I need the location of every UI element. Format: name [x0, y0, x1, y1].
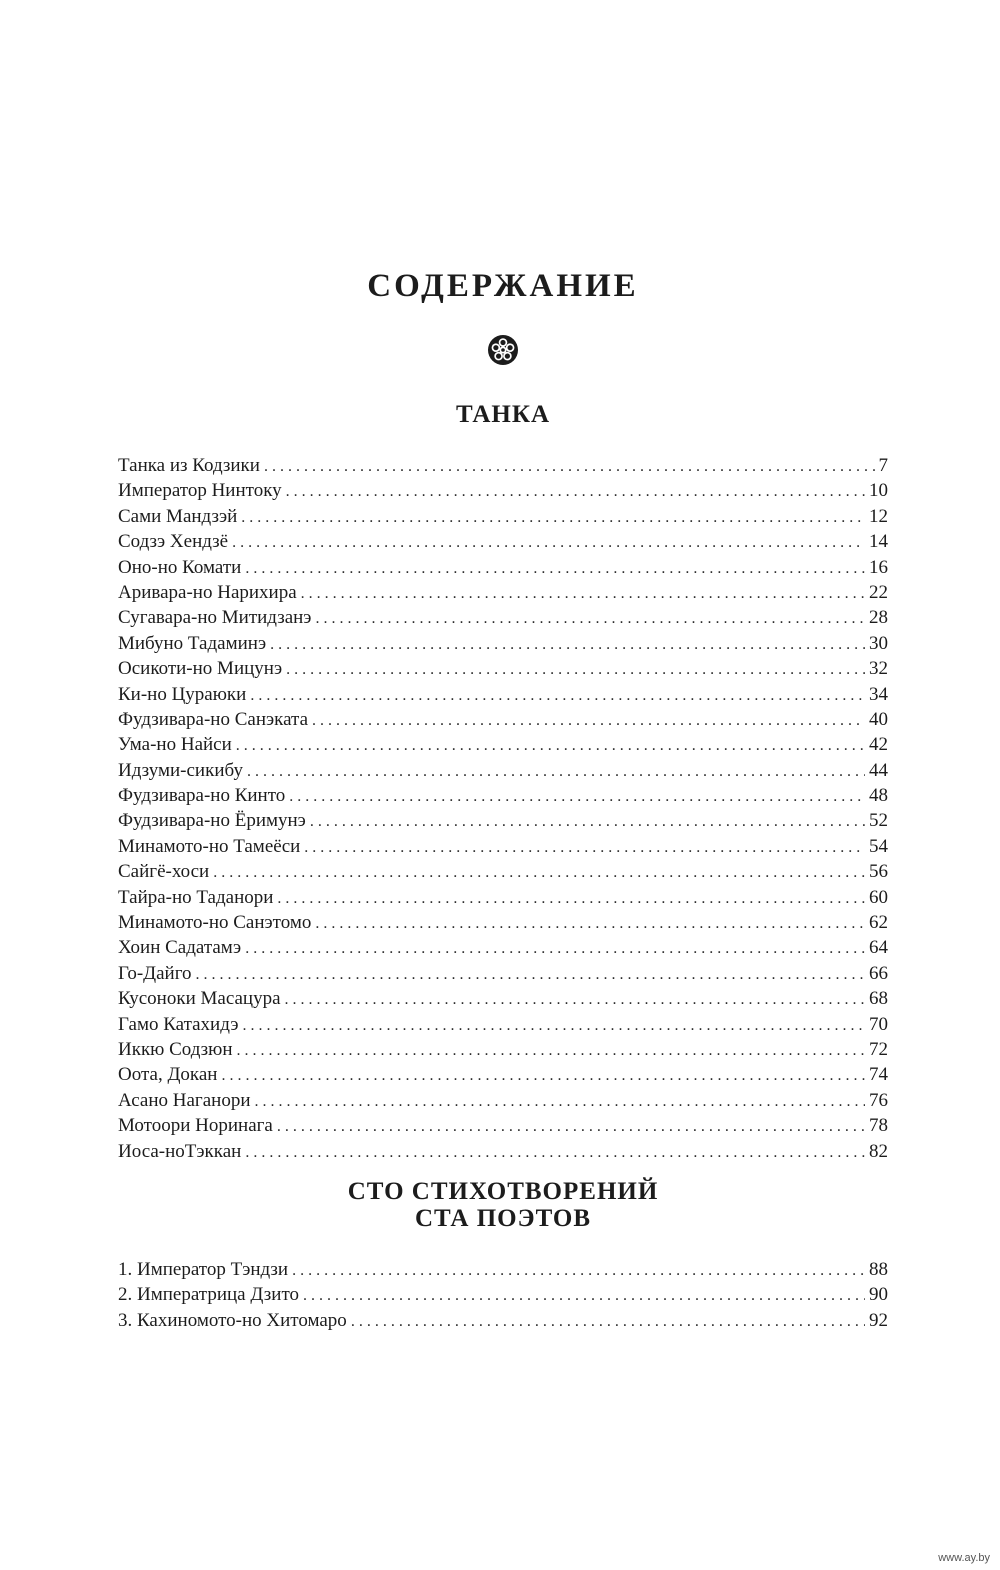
toc-entry: [118, 605, 888, 630]
dot-leader: [237, 1038, 865, 1063]
dot-leader: [247, 759, 865, 784]
toc-entry-page-number: 60: [869, 886, 888, 908]
toc-entry-title: Осикоти-но Мицунэ: [118, 658, 283, 680]
toc-entry-page-number: 92: [869, 1309, 888, 1331]
dot-leader: [301, 581, 865, 606]
toc-entry-page-number: 40: [869, 708, 888, 730]
dot-leader: [196, 962, 865, 987]
toc-entry-title: 2. Императрица Дзито: [118, 1284, 300, 1306]
toc-entry-title: Танка из Кодзики: [118, 455, 260, 476]
toc-entry: [118, 656, 888, 681]
toc-entry-title: 3. Кахиномото-но Хитомаро: [118, 1309, 347, 1331]
toc-entry-page-number: 10: [869, 480, 888, 502]
toc-entry-title: Кусоноки Масацура: [118, 988, 281, 1010]
toc-entry-page-number: 44: [869, 759, 888, 781]
toc-entry-page-number: 52: [869, 810, 888, 832]
dot-leader: [264, 454, 875, 479]
toc-entry-page-number: 32: [869, 658, 888, 680]
dot-leader: [250, 683, 865, 708]
toc-entry-page-number: 74: [869, 1064, 888, 1086]
dot-leader: [236, 733, 865, 758]
dot-leader: [254, 1089, 865, 1114]
toc-entry-page-number: 48: [869, 785, 888, 807]
dot-leader: [286, 479, 865, 504]
toc-entry: [118, 1308, 888, 1333]
toc-entry-title: Император Нинтоку: [118, 480, 282, 502]
toc-entry-page-number: 22: [869, 581, 888, 603]
dot-leader: [310, 809, 865, 834]
toc-entry-page-number: 7: [878, 455, 888, 476]
toc-entry-page-number: 68: [869, 988, 888, 1010]
dot-leader: [315, 606, 865, 631]
toc-entry-title: Тайра-но Таданори: [118, 886, 274, 908]
dot-leader: [292, 1258, 865, 1283]
toc-entry: [118, 707, 888, 732]
toc-entry: [118, 935, 888, 960]
section-title-hundred-poems: [118, 1178, 888, 1232]
dot-leader: [245, 936, 865, 961]
dot-leader: [245, 556, 865, 581]
toc-entry-title: Мотоори Норинага: [118, 1115, 273, 1137]
toc-entry-page-number: 34: [869, 683, 888, 705]
toc-entry-title: Мибуно Тадаминэ: [118, 632, 267, 654]
toc-list-tanka: [118, 453, 888, 1164]
toc-entry-page-number: 28: [869, 607, 888, 629]
toc-entry: [118, 783, 888, 808]
toc-entry-page-number: 66: [869, 962, 888, 984]
toc-entry-page-number: 62: [869, 912, 888, 934]
watermark: www.ay.by: [938, 1552, 990, 1564]
dot-leader: [304, 835, 865, 860]
toc-entry: [118, 1139, 888, 1164]
toc-entry-page-number: 42: [869, 734, 888, 756]
toc-entry-title: Идзуми-сикибу: [118, 759, 243, 781]
toc-entry-page-number: 56: [869, 861, 888, 883]
toc-entry: [118, 986, 888, 1011]
toc-entry-title: Фудзивара-но Ёримунэ: [118, 810, 306, 832]
toc-entry-title: Гамо Катахидэ: [118, 1013, 239, 1035]
toc-entry: [118, 808, 888, 833]
toc-entry: [118, 859, 888, 884]
toc-entry: [118, 1088, 888, 1113]
toc-entry-page-number: 76: [869, 1089, 888, 1111]
dot-leader: [303, 1283, 865, 1308]
toc-entry: [118, 555, 888, 580]
dot-leader: [351, 1309, 865, 1334]
toc-entry-title: 1. Император Тэндзи: [118, 1259, 289, 1280]
flower-ornament-icon: [487, 334, 519, 366]
toc-entry: [118, 453, 888, 478]
toc-entry-page-number: 64: [869, 937, 888, 959]
toc-entry-title: Ки-но Цураюки: [118, 683, 247, 705]
toc-entry: [118, 885, 888, 910]
toc-entry-page-number: 16: [869, 556, 888, 578]
dot-leader: [315, 911, 865, 936]
toc-entry-title: Фудзивара-но Санэката: [118, 708, 308, 730]
toc-entry-title: Иоса-ноТэккан: [118, 1140, 242, 1162]
toc-entry: [118, 758, 888, 783]
toc-entry-title: Сугавара-но Митидзанэ: [118, 607, 312, 629]
dot-leader: [277, 1114, 865, 1139]
section-title-line: СТО СТИХОТВОРЕНИЙ: [347, 1178, 659, 1205]
toc-entry-page-number: 82: [869, 1140, 888, 1162]
toc-entry: [118, 478, 888, 503]
toc-entry-title: Содзэ Хендзё: [118, 531, 229, 553]
toc-entry-page-number: 90: [869, 1284, 888, 1306]
section-title-tanka: [118, 401, 888, 428]
toc-entry-title: Сами Мандзэй: [118, 505, 238, 527]
toc-entry-title: Иккю Содзюн: [118, 1038, 233, 1060]
toc-entry: [118, 682, 888, 707]
toc-entry-title: Сайгё-хоси: [118, 861, 210, 883]
dot-leader: [245, 1140, 865, 1165]
dot-leader: [285, 987, 865, 1012]
toc-entry: [118, 961, 888, 986]
toc-entry-page-number: 88: [869, 1259, 888, 1280]
dot-leader: [286, 657, 865, 682]
toc-entry-title: Фудзивара-но Кинто: [118, 785, 286, 807]
toc-entry: [118, 580, 888, 605]
toc-entry-page-number: 78: [869, 1115, 888, 1137]
toc-entry: [118, 834, 888, 859]
toc-entry: [118, 529, 888, 554]
toc-entry-title: Хоин Садатамэ: [118, 937, 242, 959]
toc-entry-page-number: 72: [869, 1038, 888, 1060]
toc-entry-title: Оно-но Комати: [118, 556, 242, 578]
toc-entry-title: Асано Наганори: [118, 1089, 251, 1111]
section-title-line: ТАНКА: [455, 401, 551, 428]
dot-leader: [270, 632, 865, 657]
toc-page: [118, 0, 888, 1570]
dot-leader: [289, 784, 865, 809]
dot-leader: [243, 1013, 865, 1038]
toc-entry: [118, 732, 888, 757]
toc-entry: [118, 1012, 888, 1037]
toc-entry-page-number: 14: [869, 531, 888, 553]
dot-leader: [241, 505, 865, 530]
dot-leader: [221, 1063, 865, 1088]
dot-leader: [277, 886, 865, 911]
toc-entry: [118, 631, 888, 656]
toc-list-hundred-poems: [118, 1257, 888, 1333]
toc-entry-title: Аривара-но Нарихира: [118, 581, 297, 603]
toc-entry: [118, 1062, 888, 1087]
section-title-line: СТА ПОЭТОВ: [414, 1205, 592, 1232]
toc-entry-title: Оота, Докан: [118, 1064, 218, 1086]
toc-entry-page-number: 12: [869, 505, 888, 527]
toc-entry: [118, 504, 888, 529]
toc-entry: [118, 1037, 888, 1062]
dot-leader: [232, 530, 865, 555]
toc-entry-page-number: 54: [869, 835, 888, 857]
toc-entry-title: Го-Дайго: [118, 962, 192, 984]
toc-entry-page-number: 70: [869, 1013, 888, 1035]
dot-leader: [312, 708, 865, 733]
toc-entry: [118, 1113, 888, 1138]
toc-entry-page-number: 30: [869, 632, 888, 654]
toc-entry: [118, 910, 888, 935]
toc-entry-title: Ума-но Найси: [118, 734, 232, 756]
toc-entry: [118, 1282, 888, 1307]
toc-entry-title: Минамото-но Санэтомо: [118, 912, 312, 934]
dot-leader: [213, 860, 865, 885]
page-title: СОДЕРЖАНИЕ: [367, 268, 639, 304]
toc-entry: [118, 1257, 888, 1282]
toc-entry-title: Минамото-но Тамеёси: [118, 835, 301, 857]
